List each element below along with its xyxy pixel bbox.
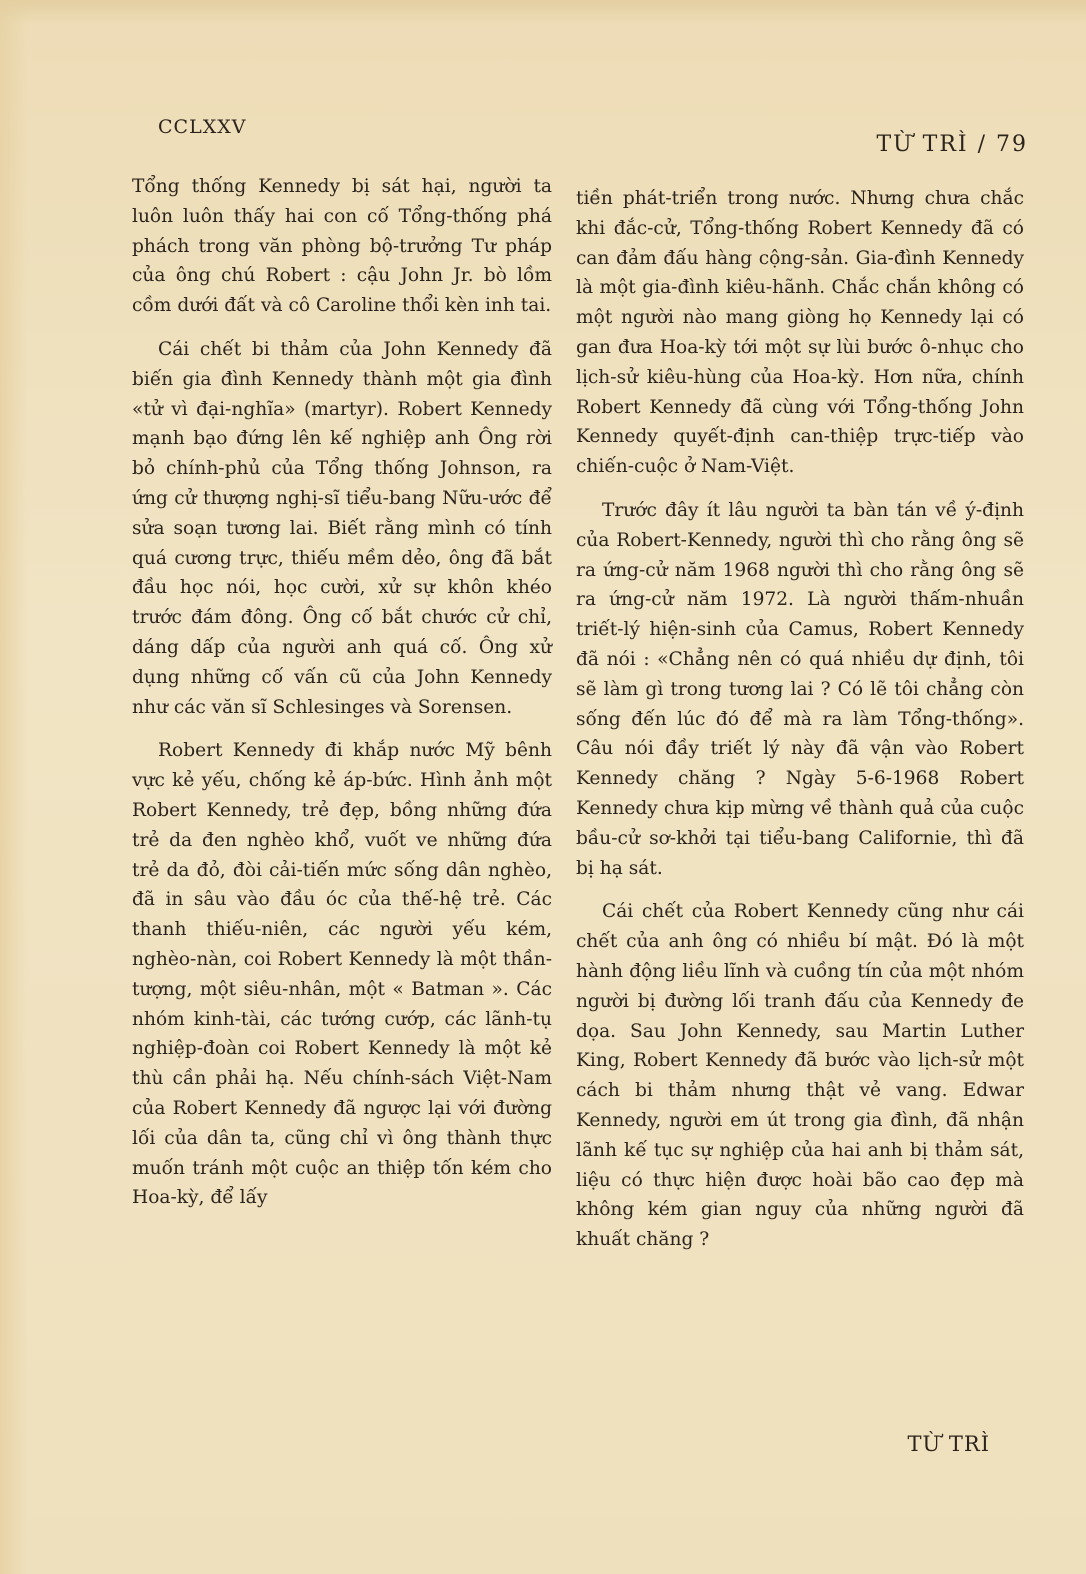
running-header: TỪ TRÌ / 79	[876, 132, 1028, 157]
paragraph: Tổng thống Kennedy bị sát hại, người ta luôn luôn thấy hai con cố Tổng-thống phá phách trong văn phòng bộ-trưởng Tư pháp của ông chú Robert : cậu John Jr. bò lồm cồm dưới đất và cô Caroline thổi kèn inh tai.	[132, 176, 552, 317]
right-column	[576, 184, 1024, 1269]
chapter-number: CCLXXV	[158, 116, 247, 138]
paragraph: tiền phát-triển trong nước. Nhưng chưa chắc khi đắc-cử, Tổng-thống Robert Kennedy đã có can đảm đấu hàng cộng-sản. Gia-đình Kennedy là một gia-đình kiêu-hãnh. Chắc chắn không có một người nào mang giòng họ Kennedy lại có gan đưa Hoa-kỳ tới một sự lùi bước ô-nhục cho lịch-sử kiêu-hùng của Hoa-kỳ. Hơn nữa, chính Robert Kennedy đã cùng với Tổng-thống John Kennedy quyết-định can-thiệp trực-tiếp vào chiến-cuộc ở Nam-Việt.	[576, 188, 1024, 478]
paragraph: Cái chết của Robert Kennedy cũng như cái chết của anh ông có nhiều bí mật. Đó là một hành động liều lĩnh và cuồng tín của một nhóm người bị đường lối tranh đấu của Kennedy đe dọa. Sau John Kennedy, sau Martin Luther King, Robert Kennedy đã bước vào lịch-sử một cách bi thảm nhưng thật vẻ vang. Edwar Kennedy, người em út trong gia đình, đã nhận lãnh kế tục sự nghiệp của hai anh bị thảm sát, liệu có thực hiện được hoài bão cao đẹp mà không kém gian nguy của những người đã khuất chăng ?	[576, 901, 1024, 1251]
paragraph: Trước đây ít lâu người ta bàn tán về ý-định của Robert-Kennedy, người thì cho rằng ông sẽ ra ứng-cử năm 1968 người thì cho rằng ông sẽ ra ứng-cử năm 1972. Là người thấm-nhuần triết-lý hiện-sinh của Camus, Robert Kennedy đã nói : «Chẳng nên có quá nhiều dự định, tôi sẽ làm gì trong tương lai ? Có lẽ tôi chẳng còn sống đến lúc đó để mà ra làm Tổng-thống». Câu nói đầy triết lý này đã vận vào Robert Kennedy chăng ? Ngày 5-6-1968 Robert Kennedy chưa kịp mừng về thành quả của cuộc bầu-cử sơ-khởi tại tiểu-bang Californie, thì đã bị hạ sát.	[576, 499, 1024, 879]
page-edge-shadow	[0, 0, 28, 1574]
page-top-shadow	[0, 0, 1086, 24]
paragraph: Robert Kennedy đi khắp nước Mỹ bênh vực kẻ yếu, chống kẻ áp-bức. Hình ảnh một Robert Kennedy, trẻ đẹp, bồng những đứa trẻ da đen nghèo khổ, vuốt ve những đứa trẻ da đỏ, đòi cải-tiến mức sống dân nghèo, đã in sâu vào đầu óc của thế-hệ trẻ. Các thanh thiếu-niên, các người yếu kém, nghèo-nàn, coi Robert Kennedy là một thần-tượng, một siêu-nhân, một « Batman ». Các nhóm kinh-tài, các tướng cướp, các lãnh-tụ nghiệp-đoàn coi Robert Kennedy là một kẻ thù cần phải hạ. Nếu chính-sách Việt-Nam của Robert Kennedy đã ngược lại với đường lối của dân ta, cũng chỉ vì ông thành thực muốn tránh một cuộc an thiệp tốn kém cho Hoa-kỳ, để lấy	[132, 740, 552, 1209]
left-column	[132, 172, 552, 1227]
paragraph: Cái chết bi thảm của John Kennedy đã biến gia đình Kennedy thành một gia đình «tử vì đại-nghĩa» (martyr). Robert Kennedy mạnh bạo đứng lên kế nghiệp anh Ông rời bỏ chính-phủ của Tổng thống Johnson, ra ứng cử thượng nghị-sĩ tiểu-bang Nữu-ước để sửa soạn tương lai. Biết rằng mình có tính quá cương trực, thiếu mềm dẻo, ông đã bắt đầu học nói, học cười, xử sự khôn khéo trước đám đông. Ông cố bắt chước cử chỉ, dáng dấp của người anh quá cố. Ông xử dụng những cố vấn cũ của John Kennedy như các văn sĩ Schlesinges và Sorensen.	[132, 338, 552, 718]
author-signature: TỪ TRÌ	[907, 1432, 990, 1456]
